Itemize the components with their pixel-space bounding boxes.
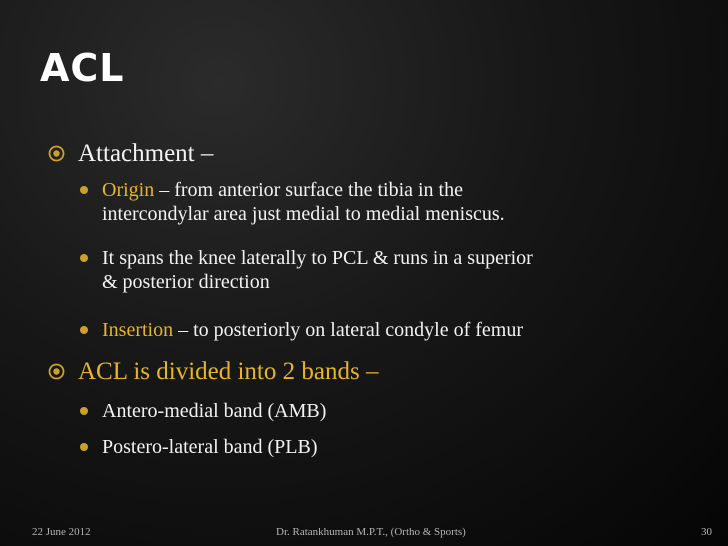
bullet-bands xyxy=(48,357,378,386)
bullet-bands-label: ACL is divided into 2 bands – xyxy=(78,358,379,385)
bullet-attachment-label: Attachment – xyxy=(78,140,214,167)
footer-page-number: 30 xyxy=(701,526,712,538)
origin-keyword: Origin xyxy=(102,179,155,201)
sub-bullet-amb-text: Antero-medial band (AMB) xyxy=(102,400,327,422)
sub-bullet-plb-text: Postero-lateral band (PLB) xyxy=(102,436,318,458)
sub-bullet-amb xyxy=(80,399,680,423)
sub-bullet-origin xyxy=(80,178,680,226)
dot-bullet-icon xyxy=(80,318,102,342)
sub-bullet-spans-text: It spans the knee laterally to PCL & runs in a superior & posterior direction xyxy=(102,247,533,293)
sub-bullet-insertion xyxy=(80,318,680,342)
insertion-keyword: Insertion xyxy=(102,319,174,341)
dot-bullet-icon xyxy=(80,246,102,270)
dot-bullet-icon xyxy=(80,178,102,202)
target-bullet-icon xyxy=(48,139,78,168)
bullet-attachment xyxy=(48,139,213,168)
sub-bullet-origin-text: Origin – from anterior surface the tibia in the intercondylar area just medial to medial meniscus. xyxy=(102,179,505,225)
sub-bullet-plb xyxy=(80,435,680,459)
dot-bullet-icon xyxy=(80,435,102,459)
sub-bullet-insertion-text: Insertion – to posteriorly on lateral condyle of femur xyxy=(102,319,523,341)
sub-bullet-spans xyxy=(80,246,680,294)
target-bullet-icon xyxy=(48,357,78,386)
footer-date: 22 June 2012 xyxy=(32,526,91,538)
slide-title: ACL xyxy=(40,46,125,90)
dot-bullet-icon xyxy=(80,399,102,423)
footer-author: Dr. Ratankhuman M.P.T., (Ortho & Sports) xyxy=(276,526,466,538)
